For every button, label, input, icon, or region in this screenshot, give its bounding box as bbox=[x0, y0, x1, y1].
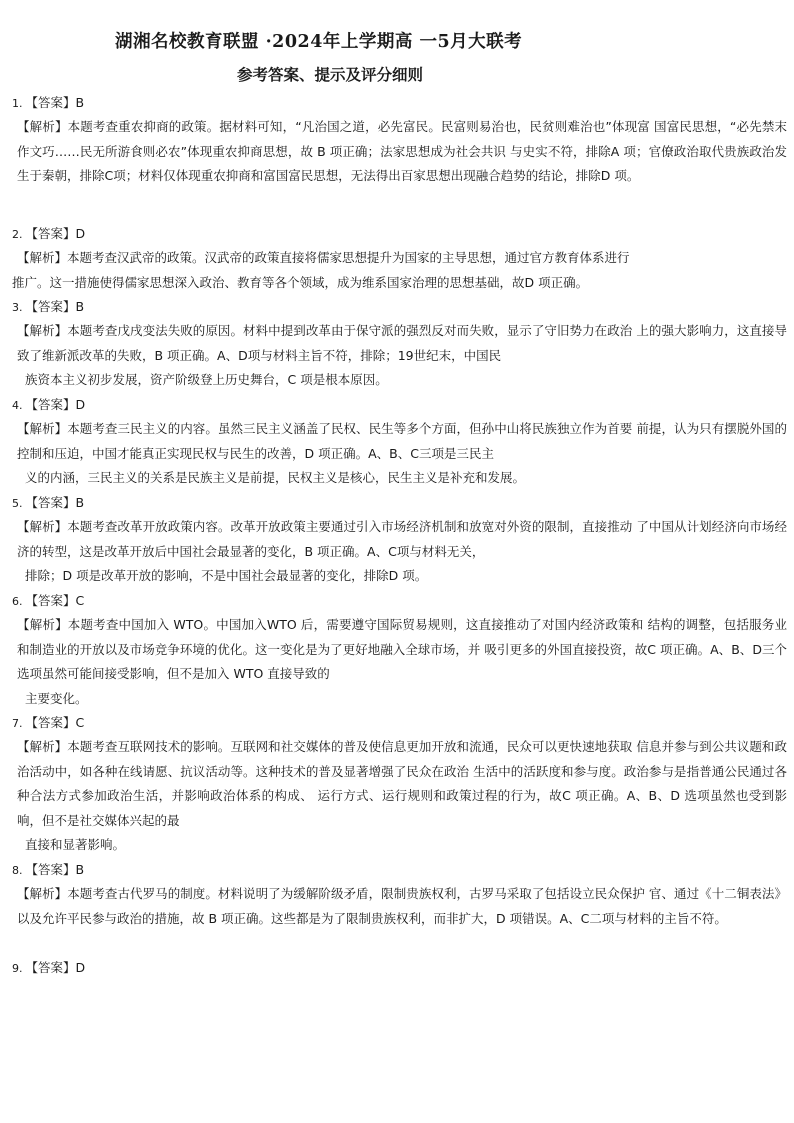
question-number: 6. bbox=[12, 595, 23, 608]
explanation-text: 【解析】本题考查戊戌变法失败的原因。材料中提到改革由于保守派的强烈反对而失败，显示了守旧势力在政治 上的强大影响力，这直接导致了维新派改革的失败，B 项正确。A、D项与材料主旨不符，排除；19世纪末，中国民 bbox=[17, 323, 787, 363]
answer-line bbox=[12, 91, 84, 117]
explanation-text: 【解析】本题考查汉武帝的政策。汉武帝的政策直接将儒家思想提升为国家的主导思想，通过官方教育体系进行 bbox=[17, 250, 630, 265]
answer-text: 【答案】D bbox=[25, 226, 86, 241]
answer-text: 【答案】B bbox=[25, 495, 85, 510]
explanation-text: 【解析】本题考查三民主义的内容。虽然三民主义涵盖了民权、民生等多个方面，但孙中山将民族独立作为首要 前提，认为只有摆脱外国的控制和压迫，中国才能真正实现民权与民生的改善，D 项正确。A、B、C三项是三民主 bbox=[17, 421, 787, 461]
question-number: 7. bbox=[12, 717, 23, 730]
explanation-continuation: 排除；D 项是改革开放的影响，不是中国社会最显著的变化，排除D 项。 bbox=[25, 568, 428, 583]
answer-text: 【答案】D bbox=[25, 960, 86, 975]
explanation-continuation: 主要变化。 bbox=[25, 691, 88, 706]
explanation-text: 【解析】本题考查中国加入 WTO。中国加入WTO 后，需要遵守国际贸易规则，这直接推动了对国内经济政策和 结构的调整，包括服务业和制造业的开放以及市场竞争环境的优化。这一变化是为了更好地融入全球市场，并 吸引更多的外国直接投资，故C 项正确。A、B、D三个选项虽然可能间接受影响，但不是加入 WTO 直接导致的 bbox=[17, 617, 787, 681]
explanation-text: 【解析】本题考查互联网技术的影响。互联网和社交媒体的普及使信息更加开放和流通，民众可以更快速地获取 信息并参与到公共议题和政治活动中，如各种在线请愿、抗议活动等。这种技术的普及显著增强了民众在政治 生活中的活跃度和参与度。政治参与是指普通公民通过各种合法方式参加政治生活，并影响政治体系的构成、 运行方式、运行规则和政策过程的行为，故C 项正确。A、B、D 选项虽然也受到影响，但不是社交媒体兴起的最 bbox=[17, 739, 787, 828]
answer-line bbox=[12, 956, 85, 982]
answer-text: 【答案】B bbox=[25, 862, 85, 877]
explanation-text: 【解析】本题考查改革开放政策内容。改革开放政策主要通过引入市场经济机制和放宽对外资的限制，直接推动 了中国从计划经济向市场经济的转型，这是改革开放后中国社会最显著的变化，B 项正确。A、C项与材料无关， bbox=[17, 519, 787, 559]
answer-text: 【答案】B bbox=[25, 299, 85, 314]
explanation-continuation: 族资本主义初步发展，资产阶级登上历史舞台，C 项是根本原因。 bbox=[25, 372, 388, 387]
answer-text: 【答案】C bbox=[25, 593, 85, 608]
answer-text: 【答案】B bbox=[25, 95, 85, 110]
answer-line bbox=[12, 858, 84, 884]
question-number: 5. bbox=[12, 497, 23, 510]
answer-text: 【答案】C bbox=[25, 715, 85, 730]
answer-line bbox=[12, 711, 84, 737]
answer-line bbox=[12, 222, 85, 248]
answer-text: 【答案】D bbox=[25, 397, 86, 412]
answer-line bbox=[12, 491, 84, 517]
page-title: 湖湘名校教育联盟 ·2024年上学期高 一5月大联考 bbox=[115, 32, 523, 52]
question-number: 2. bbox=[12, 228, 23, 241]
answer-line bbox=[12, 295, 84, 321]
question-number: 4. bbox=[12, 399, 23, 412]
answer-line bbox=[12, 589, 84, 615]
explanation-continuation: 推广。这一措施使得儒家思想深入政治、教育等各个领域，成为维系国家治理的思想基础，故D 项正确。 bbox=[12, 275, 589, 290]
question-number: 3. bbox=[12, 301, 23, 314]
page-subtitle: 参考答案、提示及评分细则 bbox=[237, 65, 424, 84]
question-number: 8. bbox=[12, 864, 23, 877]
explanation-continuation: 义的内涵，三民主义的关系是民族主义是前提，民权主义是核心，民生主义是补充和发展。 bbox=[25, 470, 526, 485]
explanation-text: 【解析】本题考查古代罗马的制度。材料说明了为缓解阶级矛盾，限制贵族权利，古罗马采取了包括设立民众保护 官、通过《十二铜表法》以及允许平民参与政治的措施，故 B 项正确。这些都是为了限制贵族权利，而非扩大，D 项错误。A、C二项与材料的主旨不符。 bbox=[17, 886, 787, 926]
explanation-text: 【解析】本题考查重农抑商的政策。据材料可知，“凡治国之道，必先富民。民富则易治也，民贫则难治也”体现富 国富民思想，“必先禁末作文巧……民无所游食则必农”体现重农抑商思想，故 B 项正确；法家思想成为社会共识 与史实不符，排除A 项；官僚政治取代贵族政治发生于秦朝，排除C项；材料仅体现重农抑商和富国富民思想，无法得出百家思想出现融合趋势的结论，排除D 项。 bbox=[17, 119, 787, 183]
question-number: 9. bbox=[12, 962, 23, 975]
explanation-continuation: 直接和显著影响。 bbox=[25, 837, 126, 852]
answer-line bbox=[12, 393, 85, 419]
question-number: 1. bbox=[12, 97, 23, 110]
